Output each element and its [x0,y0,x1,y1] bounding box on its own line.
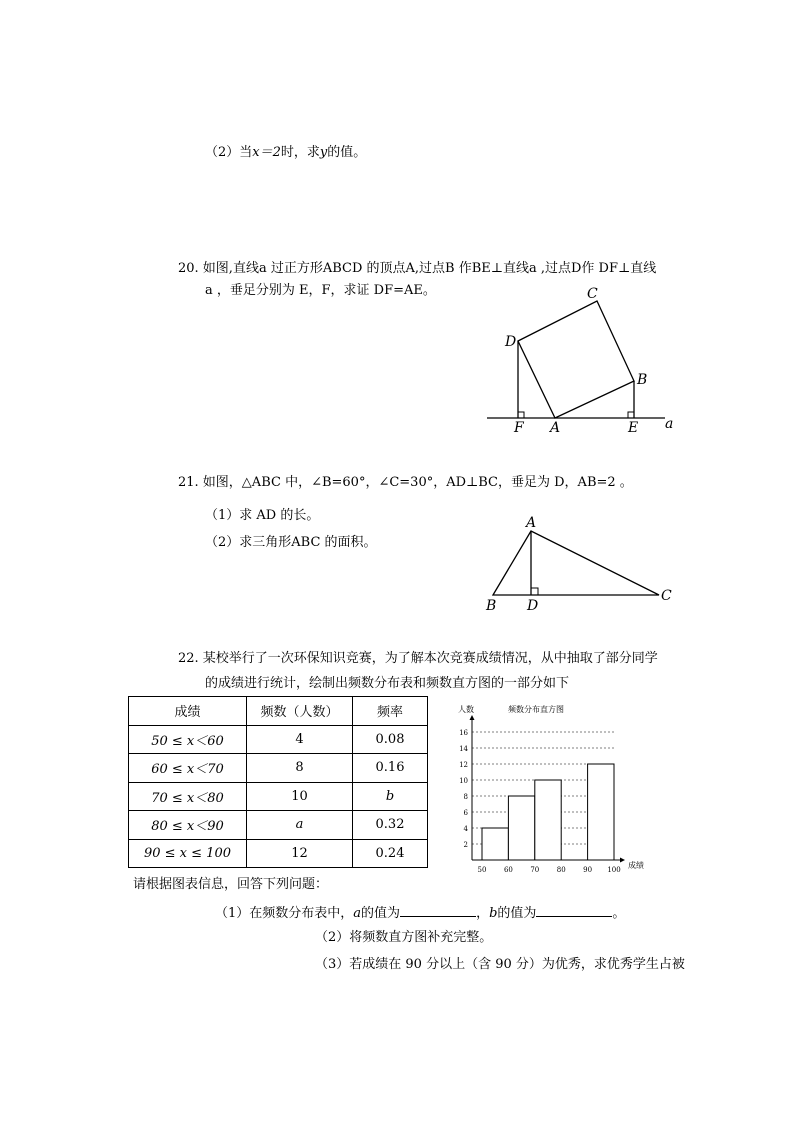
label-A: A [550,420,561,436]
y-tick-label: 12 [459,761,468,769]
y-tick-label: 2 [463,841,468,849]
q21-part2: （2）求三角形ABC 的面积。 [205,535,377,550]
histogram-bar [508,796,534,860]
histogram-bar [588,764,614,860]
cell-range: 70 ≤ x＜80 [129,782,247,811]
cell-rate: b [353,782,428,811]
y-tick-label: 4 [463,825,468,833]
table-row [129,811,428,840]
cell-rate: 0.24 [353,839,428,868]
y-tick-label: 8 [463,793,468,801]
tri-label-D: D [527,598,539,614]
cell-count: 12 [247,839,353,868]
tri-label-C: C [661,588,672,604]
y-tick-label: 10 [459,777,468,785]
q22-sub3: （3）若成绩在 90 分以上（含 90 分）为优秀，求优秀学生占被 [315,957,685,972]
label-E: E [628,420,639,436]
label-B: B [637,372,648,388]
y-tick-label: 16 [459,729,468,737]
table-header-row [129,697,428,726]
q22-sub1: （1）在频数分布表中，a的值为 ，b的值为 。 [215,906,626,921]
cell-range: 60 ≤ x＜70 [129,754,247,783]
table-row [129,725,428,754]
table-row [129,782,428,811]
table-row [129,839,428,868]
x-tick-label: 90 [583,866,593,874]
tri-label-B: B [486,598,497,614]
label-a: a [665,416,674,432]
y-variable: y [319,145,328,160]
chart-title: 频数分布直方图 [508,705,564,714]
q22-line2: 的成绩进行统计，绘制出频数分布表和频数直方图的一部分如下 [205,676,570,691]
cell-range: 50 ≤ x＜60 [129,725,247,754]
chart-ylabel: 人数 [458,705,474,714]
frequency-histogram [448,700,648,885]
cell-count: a [247,811,353,840]
tri-label-A: A [526,515,537,531]
label-F: F [514,420,524,436]
label-D: D [505,334,517,350]
histogram-bar [535,780,561,860]
x-tick-label: 50 [477,866,487,874]
header-frequency: 频数（人数） [247,697,353,726]
x-tick-label: 70 [530,866,540,874]
cell-range: 90 ≤ x ≤ 100 [129,839,247,868]
cell-rate: 0.32 [353,811,428,840]
label-C: C [587,286,598,302]
q22-prompt: 请根据图表信息，回答下列问题： [133,877,329,892]
cell-count: 8 [247,754,353,783]
y-tick-label: 6 [463,809,468,817]
cell-count: 10 [247,782,353,811]
q22-line1: 22. 某校举行了一次环保知识竞赛，为了解本次竞赛成绩情况，从中抽取了部分同学 [178,651,658,666]
y-tick-label: 14 [459,745,468,753]
frequency-table [128,696,428,868]
q19-part2: （2）当x＝2时，求y的值。 [205,145,367,160]
q21-part1: （1）求 AD 的长。 [205,508,320,523]
q21-line1: 21. 如图，△ABC 中，∠B=60°，∠C=30°，AD⊥BC，垂足为 D，AB=2 。 [178,475,633,490]
chart-xlabel: 成绩 [628,861,644,870]
x-tick-label: 100 [607,866,621,874]
q20-line2: a ，垂足分别为 E，F，求证 DF=AE。 [205,283,436,298]
q22-sub2: （2）将频数直方图补充完整。 [315,930,493,945]
answer-blank-a[interactable] [400,904,476,917]
answer-blank-b[interactable] [536,904,612,917]
histogram-bar [482,828,508,860]
x-equals-2: x＝2 [252,145,281,160]
table-row [129,754,428,783]
cell-range: 80 ≤ x＜90 [129,811,247,840]
cell-rate: 0.08 [353,725,428,754]
x-tick-label: 80 [556,866,566,874]
x-axis-arrow [620,858,625,863]
cell-count: 4 [247,725,353,754]
x-tick-label: 60 [503,866,513,874]
cell-rate: 0.16 [353,754,428,783]
y-axis-arrow [470,715,475,720]
header-score: 成绩 [129,697,247,726]
header-rate: 频率 [353,697,428,726]
q20-line1: 20. 如图,直线a 过正方形ABCD 的顶点A,过点B 作BE⊥直线a ,过点D作 DF⊥直线 [178,261,657,276]
